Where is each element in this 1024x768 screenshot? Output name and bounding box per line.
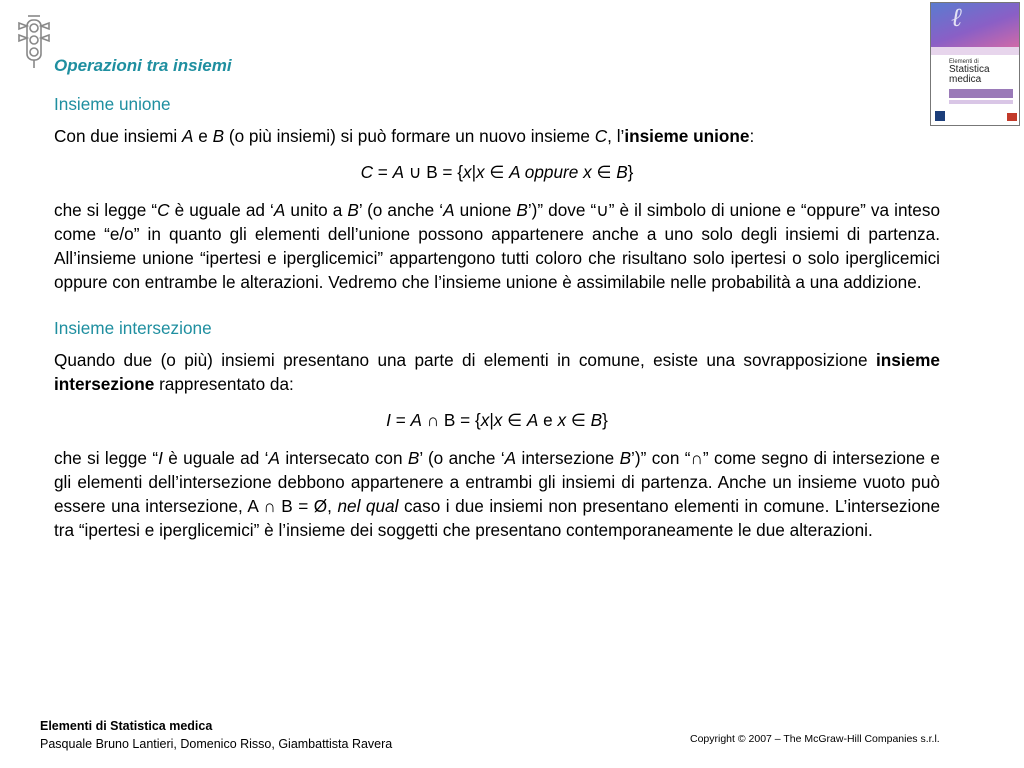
intersection-desc-text: caso i due insiemi non presentano elementi in comune. L’intersezione tra “ipertesi e iperglicemici” è l’insieme dei soggetti che presentano contemporaneamente le due alterazioni. — [54, 496, 941, 540]
set-a: A — [268, 448, 280, 468]
union-intro-text: e — [193, 126, 213, 146]
set-b: B — [619, 448, 632, 468]
set-c: C — [594, 126, 608, 146]
formula-part: } — [602, 410, 608, 430]
formula-part: } — [627, 162, 634, 182]
intersection-desc-text: ’)” con “∩” come segno di intersezione e gli elementi dell’intersezione debbono appartenere a entrambi gli insiemi di partenza. Anche un insieme vuoto può essere una intersezione, A ∩ B = Ø, — [54, 448, 940, 516]
footer-copyright: Copyright © 2007 – The McGraw-Hill Companies s.r.l. — [690, 733, 940, 745]
formula-part: B — [426, 162, 438, 182]
intersection-desc-text: intersezione — [516, 448, 620, 468]
set-a: A — [504, 448, 517, 468]
element-of-symbol: ∈ — [502, 410, 527, 430]
union-desc-text: unito a — [285, 200, 348, 220]
intersection-desc-text: che si legge “ — [54, 448, 159, 468]
formula-part: x — [493, 410, 503, 430]
set-b: B — [407, 448, 420, 468]
formula-part: B — [616, 162, 628, 182]
intersection-intro-text: Quando due (o più) insiemi presentano una parte di elementi in comune, esiste una sovrapposizione — [54, 350, 876, 370]
footer-book-title: Elementi di Statistica medica — [40, 719, 213, 733]
union-formula — [54, 160, 940, 184]
element-of-symbol: ∈ — [484, 162, 510, 182]
formula-part: | — [489, 410, 494, 430]
formula-part: = { — [437, 162, 463, 182]
union-desc-text: che si legge “ — [54, 200, 158, 220]
intersection-description — [54, 446, 940, 542]
formula-part: I — [386, 410, 391, 430]
cover-title-line3: medica — [949, 74, 982, 85]
formula-part: B — [443, 410, 456, 430]
formula-part: A — [392, 162, 405, 182]
slide-title: Operazioni tra insiemi — [54, 56, 232, 75]
slide-content — [54, 92, 940, 542]
formula-part: = — [372, 162, 393, 182]
union-intro-text: Con due insiemi — [54, 126, 183, 146]
intersection-desc-text: ’ (o anche ‘ — [419, 448, 505, 468]
set-c: C — [157, 200, 170, 220]
intersection-desc-text: intersecato con — [279, 448, 408, 468]
set-a: A — [273, 200, 286, 220]
intersection-desc-text: nel qual — [331, 496, 399, 516]
union-intro — [54, 124, 940, 148]
set-a: A — [443, 200, 455, 220]
element-of-symbol: ∈ — [591, 162, 617, 182]
element-of-symbol: ∈ — [566, 410, 591, 430]
union-intro-text: (o più insiemi) si può formare un nuovo insieme — [224, 126, 595, 146]
set-i: I — [158, 448, 163, 468]
formula-part: = { — [455, 410, 481, 430]
union-desc-text: unione — [454, 200, 517, 220]
intersection-intro — [54, 348, 940, 396]
intersection-symbol: ∩ — [422, 410, 444, 430]
cover-band — [949, 89, 1013, 98]
cover-band-light — [949, 100, 1013, 104]
formula-part: C — [360, 162, 373, 182]
union-term: insieme unione — [624, 126, 750, 146]
formula-part: A oppure x — [509, 162, 592, 182]
formula-part: e — [538, 410, 558, 430]
cover-header: ℓ — [931, 3, 1019, 47]
union-intro-text: , l’ — [607, 126, 625, 146]
formula-part: x — [476, 162, 485, 182]
intersection-intro-text: rappresentato da: — [154, 374, 294, 394]
union-desc-text: ’)” dove “∪” è il simbolo di unione e “oppure” va inteso come “e/o” in quanto gli elementi dell’unione possono appartenere anche a uno solo degli insiemi di partenza. All’insieme unione “ipertesi e iperglicemici” appartengono tutti coloro che risultano solo ipertesi o solo iperglicemici oppure con entrambe le alterazioni. Vedremo che l’insieme unione è assimilabile nelle probabilità a una addizione. — [54, 200, 941, 292]
formula-part: A — [526, 410, 539, 430]
formula-part: A — [410, 410, 423, 430]
cover-author-strip — [931, 47, 1019, 55]
set-a: A — [182, 126, 194, 146]
section-heading-intersection: Insieme intersezione — [54, 318, 212, 338]
formula-part: = — [390, 410, 411, 430]
traffic-light-logo-icon — [14, 14, 54, 70]
formula-part: x — [480, 410, 490, 430]
formula-part: B — [590, 410, 603, 430]
union-symbol: ∪ — [404, 162, 427, 182]
footer-book-info — [40, 717, 392, 753]
union-description — [54, 198, 940, 294]
intersection-formula — [54, 408, 940, 432]
section-heading-union: Insieme unione — [54, 94, 171, 114]
union-desc-text: è uguale ad ‘ — [169, 200, 274, 220]
formula-part: x — [462, 162, 472, 182]
cover-title-line1: Elementi di — [949, 59, 979, 65]
set-b: B — [516, 200, 528, 220]
footer-authors: Pasquale Bruno Lantieri, Domenico Risso, Giambattista Ravera — [40, 737, 393, 751]
formula-part: x — [557, 410, 567, 430]
intersection-term: insieme intersezione — [54, 350, 940, 394]
intersection-desc-text: è uguale ad ‘ — [162, 448, 269, 468]
set-b: B — [212, 126, 225, 146]
book-cover — [930, 2, 1020, 126]
publisher-mark-icon — [1007, 113, 1017, 121]
union-desc-text: ’ (o anche ‘ — [358, 200, 444, 220]
union-intro-text: : — [749, 126, 755, 146]
cover-title-line2: Statistica — [949, 64, 990, 75]
formula-part: | — [471, 162, 477, 182]
set-b: B — [347, 200, 359, 220]
